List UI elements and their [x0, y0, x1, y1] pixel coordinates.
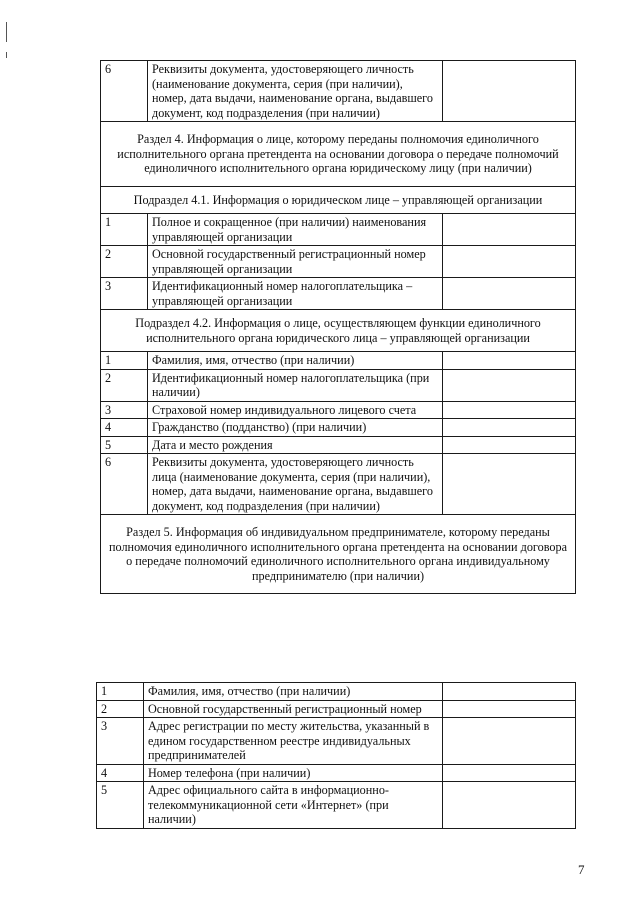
row-label: Фамилия, имя, отчество (при наличии) [144, 683, 443, 701]
row-label: Номер телефона (при наличии) [144, 764, 443, 782]
row-label: Фамилия, имя, отчество (при наличии) [148, 352, 443, 370]
row-value-cell [443, 436, 576, 454]
section-header [101, 122, 576, 187]
row-value-cell [443, 700, 576, 718]
section-5-title: Раздел 5. Информация об индивидуальном предпринимателе, которому переданы полномочия единоличного исполнительного органа претендента на основании договора о передаче полномочий единоличного исполнительного органа индивидуальному предпринимателю (при наличии) [101, 515, 576, 594]
row-value-cell [443, 764, 576, 782]
table-row [97, 700, 576, 718]
row-label: Страховой номер индивидуального лицевого счета [148, 401, 443, 419]
row-number: 6 [101, 454, 148, 515]
row-value-cell [443, 718, 576, 765]
row-label: Адрес регистрации по месту жительства, указанный в едином государственном реестре индивидуальных предпринимателей [144, 718, 443, 765]
row-label: Основной государственный регистрационный номер управляющей организации [148, 246, 443, 278]
form-table-main [100, 60, 576, 594]
row-number: 2 [101, 369, 148, 401]
row-number: 4 [97, 764, 144, 782]
table-row [101, 352, 576, 370]
row-number: 5 [101, 436, 148, 454]
row-number: 3 [101, 278, 148, 310]
table-row [101, 278, 576, 310]
row-value-cell [443, 782, 576, 829]
row-value-cell [443, 246, 576, 278]
table-row [101, 401, 576, 419]
row-value-cell [443, 683, 576, 701]
row-number: 3 [97, 718, 144, 765]
row-value-cell [443, 454, 576, 515]
row-label: Дата и место рождения [148, 436, 443, 454]
subsection-4-1-title: Подраздел 4.1. Информация о юридическом лице – управляющей организации [101, 186, 576, 214]
row-label: Основной государственный регистрационный номер [144, 700, 443, 718]
scan-edge-mark [6, 22, 7, 42]
row-label: Полное и сокращенное (при наличии) наименования управляющей организации [148, 214, 443, 246]
page-number: 7 [578, 862, 585, 877]
row-number: 2 [101, 246, 148, 278]
section-header [101, 515, 576, 594]
table-row [101, 454, 576, 515]
row-value-cell [443, 369, 576, 401]
subsection-4-2-title: Подраздел 4.2. Информация о лице, осуществляющем функции единоличного исполнительного органа юридического лица – управляющей организации [101, 310, 576, 352]
table-row [101, 419, 576, 437]
row-value-cell [443, 419, 576, 437]
table-row [101, 436, 576, 454]
row-value-cell [443, 278, 576, 310]
row-number: 2 [97, 700, 144, 718]
table-row [101, 214, 576, 246]
row-label: Реквизиты документа, удостоверяющего личность лица (наименование документа, серия (при наличии), номер, дата выдачи, наименование органа, выдавшего документ, код подразделения (при наличии) [148, 454, 443, 515]
row-label: Гражданство (подданство) (при наличии) [148, 419, 443, 437]
row-value-cell [443, 352, 576, 370]
table-row [97, 683, 576, 701]
table-row [101, 61, 576, 122]
table-row [101, 246, 576, 278]
row-number: 5 [97, 782, 144, 829]
row-label: Реквизиты документа, удостоверяющего личность (наименование документа, серия (при наличии), номер, дата выдачи, наименование органа, выдавшего документ, код подразделения (при наличии) [148, 61, 443, 122]
form-table-section-5 [96, 682, 576, 829]
row-number: 1 [101, 214, 148, 246]
table-row [97, 764, 576, 782]
row-number: 4 [101, 419, 148, 437]
row-label: Идентификационный номер налогоплательщика – управляющей организации [148, 278, 443, 310]
row-value-cell [443, 61, 576, 122]
subsection-header [101, 186, 576, 214]
row-number: 3 [101, 401, 148, 419]
table-row [97, 782, 576, 829]
row-number: 6 [101, 61, 148, 122]
row-number: 1 [101, 352, 148, 370]
section-4-title: Раздел 4. Информация о лице, которому переданы полномочия единоличного исполнительного органа претендента на основании договора о передаче полномочий единоличного исполнительного органа юридическому лицу (при наличии) [101, 122, 576, 187]
row-label: Адрес официального сайта в информационно-телекоммуникационной сети «Интернет» (при наличии) [144, 782, 443, 829]
row-number: 1 [97, 683, 144, 701]
row-label: Идентификационный номер налогоплательщика (при наличии) [148, 369, 443, 401]
row-value-cell [443, 401, 576, 419]
row-value-cell [443, 214, 576, 246]
table-row [101, 369, 576, 401]
subsection-header [101, 310, 576, 352]
table-row [97, 718, 576, 765]
scan-edge-mark [6, 52, 7, 58]
